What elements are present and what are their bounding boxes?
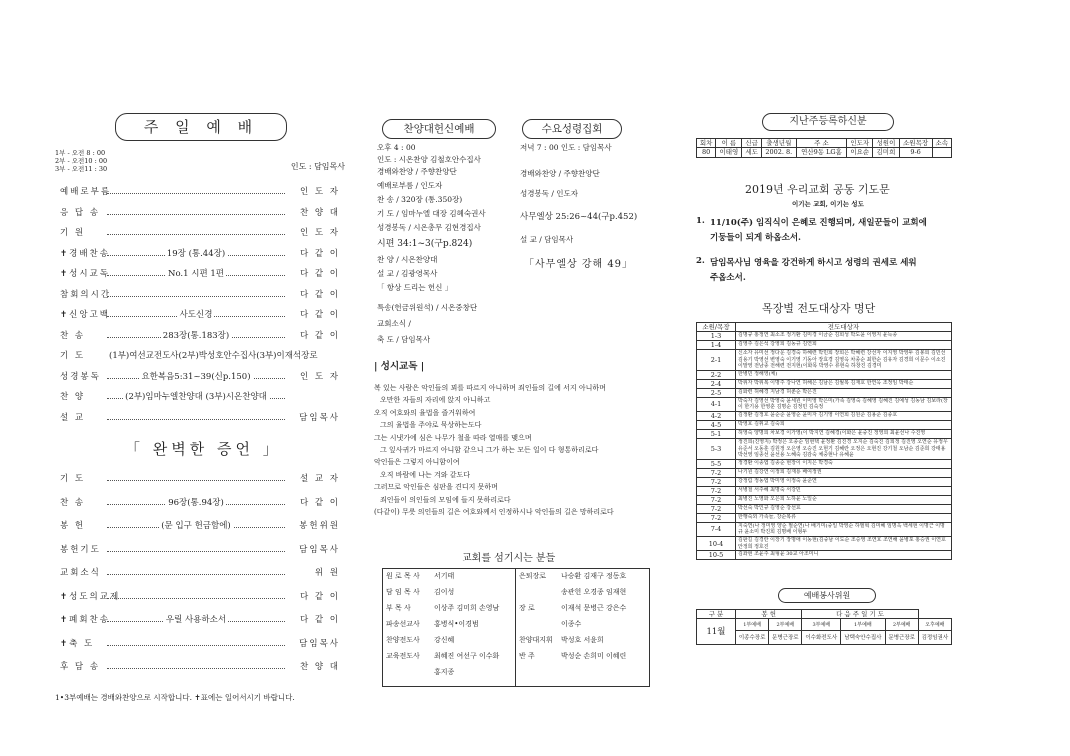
order-middle: [107, 497, 285, 509]
svc-value-cell: 남택숙안수집사: [841, 631, 885, 645]
news-header-cell: 신급: [742, 139, 761, 148]
mission-names: 지숙연(나 정미영 양순 필순연(나 배기미(중일 박영순 하필혁 김미혜 임명옥 백세현 이명근 이명규 윤소미 박진희 김명배 이형두: [736, 522, 952, 536]
order-dots: [107, 661, 285, 669]
responsive-reading-title: | 성시교독 |: [374, 361, 425, 372]
order-label: 기 원: [60, 228, 86, 238]
wednesday-sermon-title: 「사무엘상 강해 49」: [524, 259, 634, 270]
staff-names: 최혜진 여선구 이수화: [434, 652, 500, 660]
order-middle-text: (1부)여선교전도사(2부)박성호안수집사(3부)이재석장로: [109, 351, 318, 361]
order-label: 기 도: [60, 474, 86, 484]
order-middle: [107, 268, 285, 280]
mission-header-row: [697, 323, 952, 332]
choir-order-line: 성경봉독 / 시온총무 김현경집사: [377, 223, 481, 232]
sunday-worship-title: 주 일 예 배: [115, 113, 287, 141]
order-row: [55, 497, 345, 509]
news-header-cell: 성원이: [873, 139, 899, 148]
order-row: [55, 567, 345, 579]
order-middle: [107, 371, 285, 383]
order-dots: [107, 289, 285, 297]
staff-row: [519, 619, 581, 629]
reading-line: 그는 시냇가에 심은 나무가 철을 따라 열매를 맺으며: [374, 433, 532, 442]
mission-names: 최병진 노영화 오은희 노하윤 노일순: [736, 495, 952, 504]
new-members-table: [696, 138, 952, 158]
reading-line: 그러므로 악인들은 심판을 견디지 못하며: [374, 483, 498, 492]
svc-sub-cell: 2부예배: [769, 619, 802, 631]
mission-names: 강정림 정동엽 박미영 이정숙 윤준연: [736, 477, 952, 486]
order-label: 교회소식: [60, 568, 101, 578]
staff-names: 강신혜: [434, 636, 455, 644]
order-role: 다 같 이: [299, 497, 340, 508]
wednesday-order-line: 설 교 / 담임목사: [520, 235, 574, 244]
mission-group: 1-3: [697, 332, 736, 341]
prayer-line: 주옵소서.: [710, 273, 746, 283]
mission-group: 7-2: [697, 495, 736, 504]
order-label: 기 도: [60, 351, 86, 361]
mission-row: [697, 420, 952, 429]
order-dots: [107, 207, 285, 215]
svc-month: 11월: [697, 619, 736, 645]
prayer-number: 1.: [696, 216, 705, 226]
staff-names: 이상주 김미희 손영남: [434, 604, 500, 612]
mission-group: 10-5: [697, 551, 736, 560]
wednesday-order-line: 저녁 7 : 00 인도 : 담임목사: [520, 143, 612, 152]
news-data-row: [697, 148, 952, 158]
order-middle-text: 283장(통.183장): [162, 330, 230, 341]
wednesday-order-line: 경배와찬양 / 주향찬양단: [520, 169, 600, 178]
mission-header-cell: 소원/목장: [697, 323, 736, 332]
order-middle: [107, 614, 285, 626]
staff-names: 이재석 문병근 강은수: [561, 604, 627, 612]
staff-names: 홍병식•이경범: [434, 620, 479, 628]
order-dots: [107, 638, 285, 646]
order-role: 다 같 이: [299, 615, 340, 625]
choir-order-line: 인도 : 시온찬양 김철호안수집사: [377, 155, 481, 164]
staff-row: [386, 587, 454, 597]
service-time-1: 1부 - 오전 8 : 00: [55, 149, 106, 157]
order-row: [55, 614, 345, 626]
reading-line: 오직 여호와의 율법을 즐거워하여: [374, 408, 476, 417]
svc-header-cell: 다 음 주 일 기 도: [802, 610, 918, 619]
order-role: 봉헌위원: [299, 521, 340, 531]
order-row: [55, 207, 345, 219]
staff-names: 나승환 김재구 정동호: [561, 572, 627, 580]
staff-names: 이종수: [561, 620, 582, 628]
order-label: 찬 송: [60, 330, 86, 341]
order-row: [55, 412, 345, 424]
mission-names: 정진희(진영지) 박정은 오종순 임현택 윤정환 김진경 오지순 김숙진 김희정 김진영 오연순 유정우 유준서 오동훈 김원정 오은영 오승진 오현기 김혜란 오정은 오현진 강기철 오남순 김준희 강태용 박선영 임종선 윤선용 노혜숙 김감숙 체중현나 유혜윤: [736, 438, 952, 459]
reading-line: 그 잎사귀가 마르지 아니함 같으니 그가 하는 모든 일이 다 형통하리로다: [380, 446, 599, 454]
reading-line: 오직 바람에 나는 겨와 같도다: [380, 470, 471, 479]
mission-group: 7-2: [697, 477, 736, 486]
mission-names: 한행숙외 가족들, 강순복류: [736, 513, 952, 522]
mission-names: 박선숙 박인규 김영순 강선효: [736, 504, 952, 513]
news-header-cell: 회차: [697, 139, 716, 148]
order-role: 다 같 이: [299, 248, 340, 259]
mission-row: [697, 477, 952, 486]
mission-row: [697, 370, 952, 379]
staff-row: [519, 571, 626, 581]
news-data-cell: 2002. 8.: [761, 148, 796, 158]
order-row: [55, 330, 345, 342]
svc-value-cell: 문병근장로: [769, 631, 802, 645]
reading-line: 복 있는 사람은 악인들의 꾀를 따르지 아니하며 죄인들의 길에 서지 아니하며: [374, 384, 606, 392]
order-label: 응 답 송: [60, 207, 101, 218]
service-volunteers-title: 예배봉사위원: [778, 588, 876, 603]
staff-role: 파송선교사: [386, 620, 420, 628]
mission-row: [697, 459, 952, 468]
prayer-line: 11/10(주) 임직식이 은혜로 진행되며, 새일꾼들이 교회에: [710, 218, 927, 228]
mission-row: [697, 397, 952, 411]
mission-row: [697, 495, 952, 504]
order-row: [55, 544, 345, 556]
worship-order-part2: [55, 473, 345, 673]
mission-group: 7-2: [697, 486, 736, 495]
mission-group: 7-2: [697, 504, 736, 513]
order-dots: [107, 186, 285, 194]
order-dots: [107, 567, 285, 575]
mission-group: 7-2: [697, 513, 736, 522]
staff-role: 교육전도사: [386, 652, 420, 660]
svc-sub-cell: 1부예배: [736, 619, 769, 631]
staff-row: [519, 603, 626, 613]
news-header-cell: 소원목장: [899, 139, 932, 148]
sermon-title: 「 완벽한 증언 」: [125, 440, 282, 458]
staff-divider: [515, 569, 516, 686]
staff-names: 홍지종: [434, 668, 455, 676]
news-header-cell: 소속: [932, 139, 951, 148]
mission-group: 1-4: [697, 341, 736, 350]
mission-group: 2-1: [697, 350, 736, 371]
news-header-cell: 이 름: [716, 139, 742, 148]
sunday-worship-column: [55, 0, 345, 756]
staff-row: [386, 603, 499, 613]
order-role: 인 도 자: [299, 371, 340, 382]
staff-names: 박성호 서윤희: [561, 636, 604, 644]
order-dots: [107, 227, 285, 235]
mission-row: [697, 438, 952, 459]
order-row: [55, 268, 345, 280]
order-label: 설 교: [60, 412, 86, 423]
order-role: 인 도 자: [299, 187, 340, 197]
mission-group: 10-4: [697, 536, 736, 550]
svc-sub-cell: 오후예배: [918, 619, 951, 631]
mission-names: 박위자 박위복 이명주 강나연 허해은 김남은 김월복 김재호 한연옥 조정임 박태순: [736, 379, 952, 388]
order-role: 다 같 이: [299, 269, 340, 279]
mission-names: 박숙자 김영선 박영숙 윤세원 이미영 박은미(가족 김영숙 김혜영 김혜진 김예성 김동남 김보라(장이 한기용 한영훈 김명순 김정민 김숙정: [736, 397, 952, 411]
staff-role: 장 로: [519, 604, 535, 612]
mission-names: 김명규 홍정연 최소조 정기환 김미경 이금순 김희성 박도윤 이영지 윤득종: [736, 332, 952, 341]
staff-names: 서기태: [434, 572, 455, 580]
order-role: 위 원: [314, 568, 340, 578]
mission-row: [697, 522, 952, 536]
order-label: ✝폐회찬송: [60, 615, 110, 625]
staff-role: 담 임 목 사: [386, 588, 420, 596]
mission-row: [697, 551, 952, 560]
news-data-cell: 이태영: [716, 148, 742, 158]
order-row: [55, 591, 345, 603]
order-middle-text: No.1 시편 1편: [168, 269, 224, 279]
news-data-cell: 이요순: [847, 148, 873, 158]
worship-order-part1: [55, 186, 345, 436]
mission-row: [697, 341, 952, 350]
order-row: [55, 638, 345, 650]
order-label: ✝성시교독: [60, 269, 110, 279]
staff-role: 반 주: [519, 652, 535, 660]
order-row: [55, 661, 345, 673]
svc-header-cell: 봉 헌: [736, 610, 802, 619]
order-row: [55, 391, 345, 403]
news-data-cell: 80: [697, 148, 716, 158]
svc-value-row: [697, 631, 952, 645]
mission-title: 목장별 전도대상자 명단: [762, 302, 876, 315]
choir-order-line: 오후 4 : 00: [377, 143, 416, 152]
mission-names: 허영숙 양명희 차보경 이가영(이 박지연 김혜경(이화은 윤중진 정영희 최윤선나 수진영: [736, 429, 952, 438]
mission-group: 7-4: [697, 522, 736, 536]
mission-group: 2-2: [697, 370, 736, 379]
reading-line: 그의 율법을 주야로 묵상하는도다: [380, 421, 482, 430]
mission-group: 7-2: [697, 468, 736, 477]
mission-row: [697, 513, 952, 522]
reading-line: 오만한 자들의 자리에 앉지 아니하고: [380, 396, 491, 405]
mission-group: 4-2: [697, 411, 736, 420]
staff-row: [386, 571, 454, 581]
order-row: [55, 350, 345, 362]
staff-row: [386, 619, 479, 629]
service-volunteers-table: [696, 609, 952, 645]
staff-role: 찬양전도사: [386, 636, 420, 644]
mission-names: 신소자 유미선 정다운 김경숙 하혜련 박민희 장희은 박혜련 강선자 이지영 박영두 김봉희 김민선 김용기 박영선 변영숙 이기영 기동아 장효경 김영옥 차종순 최한순 김유자 김경희 이문수 이소진 이말영 전남종 전해련 전지현(이화목 박영수 류현숙 하창진 김경미: [736, 350, 952, 371]
order-dots: [107, 591, 285, 599]
order-row: [55, 473, 345, 485]
mission-table: [696, 322, 952, 560]
news-header-cell: 주 소: [796, 139, 846, 148]
order-role: 찬 양 대: [299, 662, 340, 672]
order-role: 담임목사: [299, 412, 340, 423]
mission-names: 한병민 정해영(체): [736, 370, 952, 379]
staff-role: 부 목 사: [386, 604, 411, 612]
staff-row: [386, 667, 454, 677]
choir-order-line: 경배와찬양 / 주향찬양단: [377, 167, 457, 176]
order-middle-text: (2부)임마누엘찬양대 (3부)시온찬양대: [125, 392, 267, 402]
svc-value-cell: 문병근장로: [885, 631, 918, 645]
order-label: 참회의시간: [60, 289, 112, 300]
choir-order-line: 축 도 / 담임목사: [377, 335, 431, 344]
mission-names: 나기원 김강연 이정희 김재룡 배여정권: [736, 468, 952, 477]
mission-group: 5-3: [697, 438, 736, 459]
reading-line: 죄인들이 의인들의 모임에 들지 못하리로다: [380, 495, 511, 504]
choir-order-line: 찬 송 / 320장 (통.350장): [377, 195, 463, 204]
mission-row: [697, 468, 952, 477]
order-middle: [107, 309, 285, 321]
order-middle: [107, 248, 285, 260]
order-role: 담임목사: [299, 638, 340, 649]
mission-group: 5-5: [697, 459, 736, 468]
mission-row: [697, 411, 952, 420]
reading-line: 악인들은 그렇지 아니함이여: [374, 458, 460, 467]
news-data-cell: 세도: [742, 148, 761, 158]
choir-order-line: 특송(헌금위원석) / 시온중창단: [377, 303, 478, 312]
news-data-cell: [932, 148, 951, 158]
worship-leader: 인도 : 담임목사: [290, 162, 345, 171]
mission-names: 김정환 김정호 윤순준 윤영순 윤미자 김기영 이연희 김원준 김용준 김종호: [736, 411, 952, 420]
svc-sub-cell: 3부예배: [802, 619, 841, 631]
mission-row: [697, 429, 952, 438]
prayer-number: 2.: [696, 256, 705, 266]
order-middle-text: 96장(통.94장): [168, 497, 224, 508]
choir-wednesday-column: [372, 0, 664, 756]
worship-note: 1•3부예배는 경배와찬양으로 시작합니다. ✝표에는 일어서시기 바랍니다.: [55, 693, 295, 702]
mission-group: 4-1: [697, 397, 736, 411]
order-label: ✝경배찬송: [60, 248, 110, 259]
order-label: 찬 송: [60, 497, 86, 508]
svc-header-row: [697, 610, 952, 619]
order-dots: [107, 412, 285, 420]
order-dots: [107, 544, 285, 552]
news-data-cell: 연산9동 LG홈: [796, 148, 846, 158]
prayer-line: 기둥들이 되게 하옵소서.: [710, 233, 801, 243]
mission-header-cell: 전도대상자: [736, 323, 952, 332]
mission-row: [697, 504, 952, 513]
svc-sub-cell: 2부예배: [885, 619, 918, 631]
order-role: 인 도 자: [299, 228, 340, 238]
order-middle: [107, 350, 318, 362]
order-row: [55, 520, 345, 532]
mission-names: 박영호 김휘교 김숙희: [736, 420, 952, 429]
staff-row: [519, 651, 626, 661]
choir-order-line: 예배로부름 / 인도자: [377, 181, 443, 190]
wednesday-order-line: 성경봉독 / 인도자: [520, 189, 579, 198]
order-middle-text: 19장 (통.44장): [166, 248, 226, 259]
svc-sub-row: [697, 619, 952, 631]
order-role: 다 같 이: [299, 310, 340, 320]
staff-role: 찬양대지휘: [519, 636, 553, 644]
staff-names: 김이성: [434, 588, 455, 596]
mission-names: 김판길 김경란 이장기 장명애 이동현(김중남 이도순 조승영 조연호 조연해 윤병포 홍승권 이연호 안정희 정호진: [736, 536, 952, 550]
mission-names: 김영주 김은석 강영희 김동규 김연희: [736, 341, 952, 350]
mission-names: 서병철 서주혜 최명숙 서강민: [736, 486, 952, 495]
order-label: 찬 양: [60, 392, 86, 402]
news-header-cell: 출생년월: [761, 139, 796, 148]
order-label: ✝성도의교제: [60, 591, 121, 602]
staff-names: 박성순 손희미 이혜린: [561, 652, 627, 660]
news-data-cell: 9-6: [899, 148, 932, 158]
order-role: 찬 양 대: [299, 207, 340, 218]
mission-group: 4-5: [697, 420, 736, 429]
mission-row: [697, 486, 952, 495]
order-label: 후 담 송: [60, 662, 101, 672]
svc-value-cell: 이종수장로: [736, 631, 769, 645]
order-role: 다 같 이: [299, 330, 340, 341]
staff-row: [386, 635, 454, 645]
choir-order-line: 설 교 / 김광영목사: [377, 269, 438, 278]
order-label: 봉 헌: [60, 521, 86, 531]
order-middle: [107, 330, 285, 342]
order-label: ✝축 도: [60, 638, 95, 649]
svc-header-cell: 구 분: [697, 610, 736, 619]
order-row: [55, 289, 345, 301]
order-label: 봉헌기도: [60, 544, 101, 555]
order-middle-text: (문 입구 헌금함에): [161, 521, 231, 531]
service-time-2: 2부 - 오전10 : 00: [55, 157, 108, 165]
order-label: 성경봉독: [60, 371, 101, 382]
mission-row: [697, 388, 952, 397]
choir-service-title: 찬양대헌신예배: [382, 119, 496, 139]
news-header-row: [697, 139, 952, 148]
staff-names: 송관헌 오경종 임재현: [561, 588, 627, 596]
new-members-title: 지난주등록하신분: [762, 113, 894, 131]
order-role: 다 같 이: [299, 591, 340, 602]
order-row: [55, 227, 345, 239]
order-middle-text: 우릴 사용하소서: [165, 615, 227, 625]
staff-title: 교회를 섬기시는 분들: [462, 553, 556, 564]
staff-role: 원 로 목 사: [386, 572, 420, 580]
staff-role: 은퇴장로: [519, 572, 547, 580]
svc-value-cell: 이수화전도사: [802, 631, 841, 645]
wednesday-order-line: 사무엘상 25:26~44(구p.452): [520, 212, 638, 222]
mission-names: 김화련 허혜경 지남경 허춘순 박은진: [736, 388, 952, 397]
choir-order-line: 「 항상 드리는 헌신 」: [377, 283, 453, 292]
staff-row: [386, 651, 499, 661]
svc-sub-cell: 1부예배: [841, 619, 885, 631]
staff-row: [519, 635, 604, 645]
order-row: [55, 371, 345, 383]
news-data-cell: 김미희: [873, 148, 899, 158]
choir-order-line: 시편 34:1~3(구p.824): [377, 239, 473, 249]
order-role: 담임목사: [299, 544, 340, 555]
svc-value-cell: 김정임권사: [918, 631, 951, 645]
choir-order-line: 교회소식 /: [377, 319, 411, 328]
staff-row: [519, 587, 626, 597]
order-row: [55, 309, 345, 321]
order-middle-text: 요한복음5:31~39(신p.150): [141, 371, 251, 382]
reading-line: (다같이) 무릇 의인들의 길은 여호와께서 인정하시나 악인들의 길은 망하리로다: [374, 508, 614, 516]
order-middle: [107, 520, 285, 532]
mission-group: 2-5: [697, 388, 736, 397]
order-role: 다 같 이: [299, 289, 340, 300]
mission-row: [697, 332, 952, 341]
order-middle: [107, 391, 285, 403]
choir-order-line: 기 도 / 임마누엘 대장 김혜숙권사: [377, 209, 486, 218]
news-header-cell: 인도자: [847, 139, 873, 148]
mission-names: 김좌현 조윤주 최형윤 30교 아조미니: [736, 551, 952, 560]
mission-row: [697, 536, 952, 550]
news-prayer-column: [690, 0, 958, 756]
prayer-subtitle: 이기는 교회, 이기는 성도: [792, 200, 864, 208]
order-dots: [107, 473, 285, 481]
prayer-title: 2019년 우리교회 공동 기도문: [745, 183, 890, 196]
mission-group: 2-4: [697, 379, 736, 388]
choir-order-line: 찬 양 / 시온찬양대: [377, 255, 438, 264]
mission-row: [697, 379, 952, 388]
wednesday-service-title: 수요성령집회: [522, 119, 622, 139]
mission-names: 정경환 이종엽 김종순 현장이 이지은 박경숙: [736, 459, 952, 468]
order-role: 설 교 자: [299, 474, 340, 484]
staff-box: [382, 568, 650, 687]
order-label: 예배로부름: [60, 187, 112, 197]
order-middle-text: 사도신경: [179, 310, 213, 320]
prayer-line: 담임목사님 영육을 강건하게 하시고 성령의 권세로 세워: [710, 258, 917, 268]
service-time-3: 3부 - 오전11 : 30: [55, 165, 108, 173]
mission-group: 5-1: [697, 429, 736, 438]
order-row: [55, 248, 345, 260]
mission-row: [697, 350, 952, 371]
order-label: ✝신앙고백: [60, 310, 110, 320]
order-row: [55, 186, 345, 198]
